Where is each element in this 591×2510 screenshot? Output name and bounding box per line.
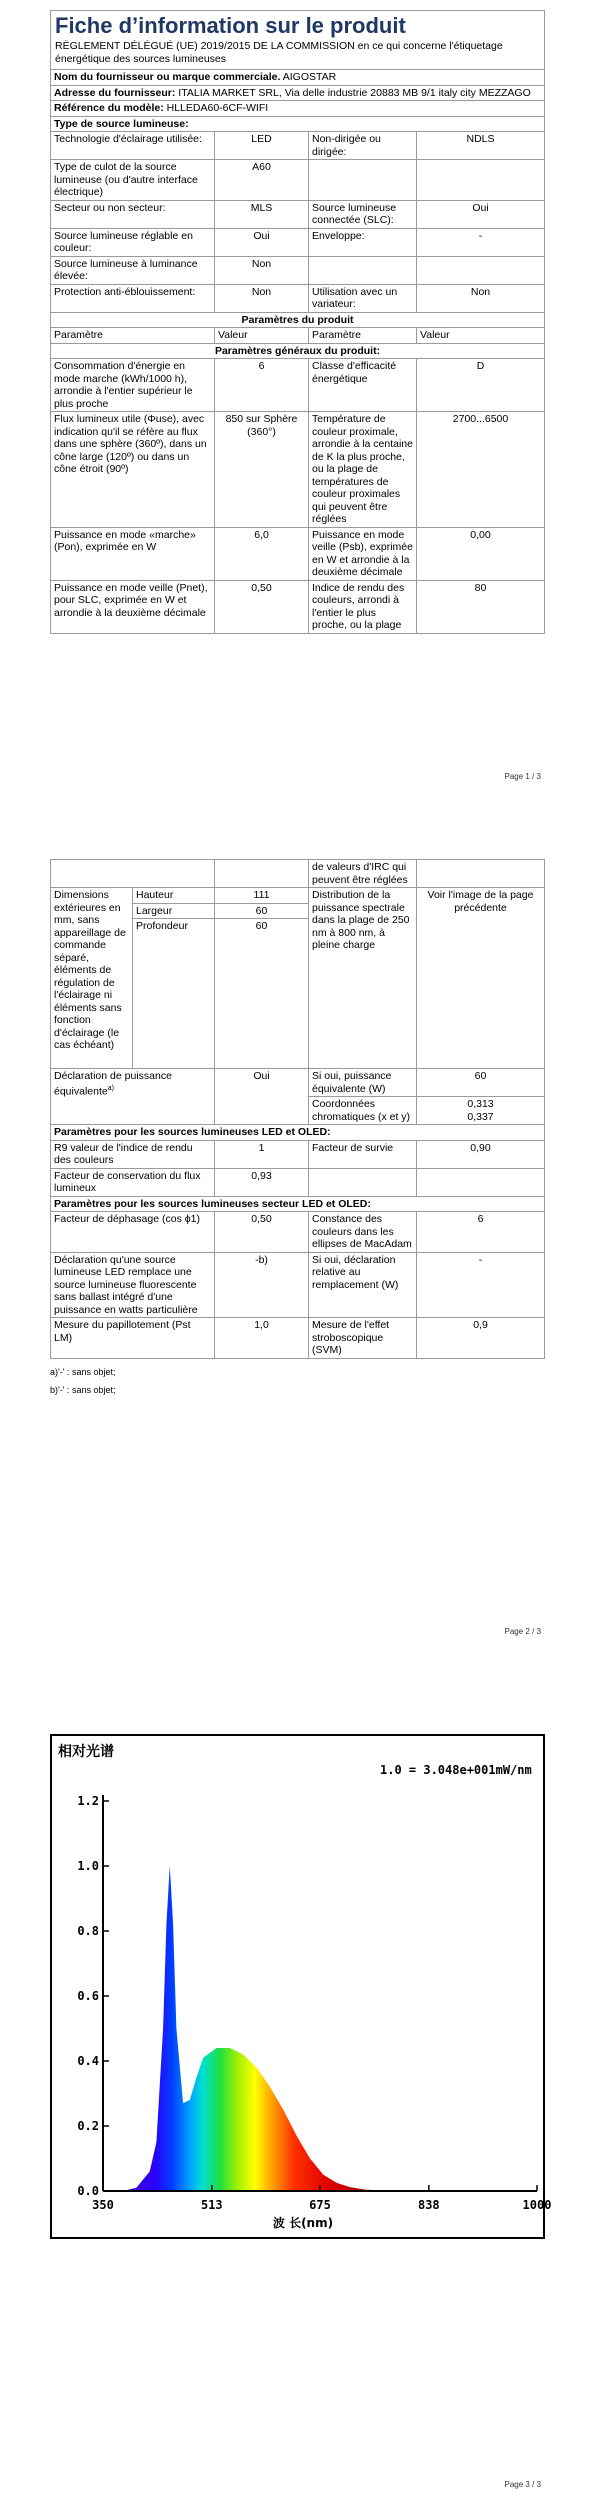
- cell-param: Utilisation avec un variateur:: [309, 284, 417, 312]
- cell-param: Facteur de déphasage (cos ϕ1): [51, 1212, 215, 1253]
- y-tick-label: 0.6: [77, 1989, 99, 2003]
- x-tick-label: 675: [309, 2198, 331, 2212]
- footnote: a)'-' : sans objet;: [50, 1366, 116, 1377]
- table-row: [51, 527, 545, 580]
- cell-value: 0,90: [417, 1140, 545, 1168]
- table-row: [51, 1252, 545, 1318]
- table-row: [51, 860, 545, 888]
- page-3: [0, 1670, 591, 2510]
- cell-value: Oui: [417, 200, 545, 228]
- cell-value: Oui: [215, 1069, 309, 1125]
- cell-param: Technologie d'éclairage utilisée:: [51, 132, 215, 160]
- x-tick-label: 513: [200, 2198, 223, 2212]
- cell-value: 60: [417, 1069, 545, 1097]
- column-header: Valeur: [417, 328, 545, 344]
- cell-value: 2700...6500: [417, 412, 545, 528]
- table-row: [51, 359, 545, 412]
- x-tick-label: 1000: [522, 2198, 552, 2212]
- table-row: [51, 412, 545, 528]
- sheet-2: [50, 859, 544, 1399]
- cell-value: -: [417, 1252, 545, 1318]
- cell-value: 80: [417, 580, 545, 633]
- product-info-table: [50, 10, 545, 634]
- cell-value: 0,50: [215, 580, 309, 633]
- page-title: Fiche d’information sur le produit: [55, 13, 406, 38]
- page-footer: Page 2 / 3: [504, 1627, 541, 1636]
- y-tick-label: 0.4: [77, 2054, 99, 2068]
- cell-param: Mesure du papillotement (Pst LM): [51, 1318, 215, 1359]
- cell-param: Constance des couleurs dans les ellipses de MacAdam: [309, 1212, 417, 1253]
- chart-annotation: 1.0 = 3.048e+001mW/nm: [380, 1763, 532, 1777]
- dimensions-row: [51, 888, 545, 904]
- table-row: [51, 580, 545, 633]
- table-row: [51, 160, 545, 201]
- page-footer: Page 1 / 3: [504, 772, 541, 781]
- cell-value: [417, 160, 545, 201]
- cell-value: 1,0: [215, 1318, 309, 1359]
- cell-value: Non: [215, 284, 309, 312]
- table-row: [51, 1318, 545, 1359]
- cell-param: Consommation d'énergie en mode marche (kWh/1000 h), arrondie à l'entier supérieur le plus proche: [51, 359, 215, 412]
- cell-value: -: [417, 228, 545, 256]
- cell-param: Puissance en mode veille (Pnet), pour SLC, exprimée en W et arrondie à la deuxième décimale: [51, 580, 215, 633]
- type-heading: Type de source lumineuse:: [51, 116, 545, 132]
- y-tick-label: 1.0: [77, 1859, 99, 1873]
- cell-param: Si oui, puissance équivalente (W): [309, 1069, 417, 1097]
- cell-value: LED: [215, 132, 309, 160]
- table-row: [51, 200, 545, 228]
- cell-value: 6: [215, 359, 309, 412]
- cell-param: Source lumineuse réglable en couleur:: [51, 228, 215, 256]
- x-tick-label: 350: [92, 2198, 114, 2212]
- cell-param: Déclaration qu'une source lumineuse LED remplace une source lumineuse fluorescente sans ballast intégré d'une puissance en watts particulière: [51, 1252, 215, 1318]
- cell-empty: [51, 860, 215, 888]
- table-row: [51, 1212, 545, 1253]
- spectral-label: Distribution de la puissance spectrale dans la plage de 250 nm à 800 nm, à pleine charge: [309, 888, 417, 1069]
- footnotes: [50, 1363, 544, 1399]
- chart-title: 相对光谱: [58, 1744, 114, 1760]
- table-row: [51, 256, 545, 284]
- cell-param: [309, 160, 417, 201]
- cell-param: Source lumineuse à luminance élevée:: [51, 256, 215, 284]
- table-row: [51, 284, 545, 312]
- cell-param: Enveloppe:: [309, 228, 417, 256]
- dim-value: 60: [215, 919, 309, 1069]
- chroma-value-cell: [417, 1097, 545, 1125]
- regulation-text: RÈGLEMENT DÉLÉGUÉ (UE) 2019/2015 DE LA COMMISSION en ce qui concerne l'étiquetage énergétique des sources lumineuses: [55, 40, 503, 65]
- page-2: [0, 795, 591, 1670]
- cell-value: 1: [215, 1140, 309, 1168]
- cell-param: Facteur de conservation du flux lumineux: [51, 1168, 215, 1196]
- cell-value: 850 sur Sphère (360°): [215, 412, 309, 528]
- supplier-address-label: Adresse du fournisseur:: [54, 86, 176, 99]
- chroma-x: 0,313: [467, 1098, 494, 1110]
- cell-param: [309, 1168, 417, 1196]
- dim-name: Largeur: [133, 903, 215, 919]
- supplier-name-value: AIGOSTAR: [282, 71, 337, 83]
- cell-param: Température de couleur proximale, arrondie à la centaine de K la plus proche, ou la plage de températures de couleur proximales qui peuvent être réglées: [309, 412, 417, 528]
- cell-param: Indice de rendu des couleurs, arrondi à l'entier le plus proche, ou la plage: [309, 580, 417, 633]
- cell-param: Flux lumineux utile (Φuse), avec indication qu'il se réfère au flux dans une sphère (360º), dans un cône large (120º) ou dans un cône étroit (90º): [51, 412, 215, 528]
- supplier-address-row: [51, 85, 545, 101]
- cell-value: -b): [215, 1252, 309, 1318]
- cell-value: 6,0: [215, 527, 309, 580]
- supplier-name-row: [51, 70, 545, 86]
- params-heading: Paramètres du produit: [51, 312, 545, 328]
- general-params-heading: Paramètres généraux du produit:: [51, 343, 545, 359]
- cell-value: Non: [215, 256, 309, 284]
- cell-param: Puissance en mode veille (Psb), exprimée en W et arrondie à la deuxième décimale: [309, 527, 417, 580]
- y-tick-label: 0.0: [77, 2184, 99, 2198]
- y-tick-label: 1.2: [77, 1794, 99, 1808]
- sheet-1: [50, 10, 544, 634]
- footnote-ref: a): [107, 1084, 114, 1092]
- cell-param: Type de culot de la source lumineuse (ou d'autre interface électrique): [51, 160, 215, 201]
- y-tick-label: 0.2: [77, 2119, 99, 2133]
- cell-param: Facteur de survie: [309, 1140, 417, 1168]
- equiv-label: Déclaration de puissance équivalente: [54, 1070, 172, 1097]
- mains-heading: Paramètres pour les sources lumineuses secteur LED et OLED:: [51, 1196, 545, 1212]
- column-header: Paramètre: [51, 328, 215, 344]
- dim-name: Hauteur: [133, 888, 215, 904]
- dim-value: 111: [215, 888, 309, 904]
- cell-value: 0,9: [417, 1318, 545, 1359]
- footnote: b)'-' : sans objet;: [50, 1384, 116, 1395]
- cell-param: [309, 256, 417, 284]
- table-row: [51, 1140, 545, 1168]
- cell-value: Non: [417, 284, 545, 312]
- page-1: [0, 0, 591, 795]
- table-row: [51, 132, 545, 160]
- dim-value: 60: [215, 903, 309, 919]
- table-row: [51, 228, 545, 256]
- cell-value: A60: [215, 160, 309, 201]
- dimensions-label: Dimensions extérieures en mm, sans appareillage de commande séparé, éléments de régulation de l'éclairage ni éléments sans fonction d'éclairage (le cas échéant): [51, 888, 133, 1069]
- cell-param: Mesure de l'effet stroboscopique (SVM): [309, 1318, 417, 1359]
- cell-param: Si oui, déclaration relative au remplacement (W): [309, 1252, 417, 1318]
- supplier-address-value: ITALIA MARKET SRL, Via delle industrie 20883 MB 9/1 italy city MEZZAGO: [178, 86, 531, 99]
- cell-value: 0,00: [417, 527, 545, 580]
- cell-empty: [417, 860, 545, 888]
- dim-name: Profondeur: [133, 919, 215, 1069]
- cell-param: Puissance en mode «marche» (Pon), exprimée en W: [51, 527, 215, 580]
- cell-param: Classe d'efficacité énergétique: [309, 359, 417, 412]
- cell-value: Oui: [215, 228, 309, 256]
- spectrum-chart: [50, 1734, 552, 2239]
- cell-param: Coordonnées chromatiques (x et y): [309, 1097, 417, 1125]
- y-tick-label: 0.8: [77, 1924, 99, 1938]
- cell-value: 0,50: [215, 1212, 309, 1253]
- cell-param: R9 valeur de l'indice de rendu des couleurs: [51, 1140, 215, 1168]
- model-value: HLLEDA60-6CF-WIFI: [166, 102, 269, 114]
- cell-value: MLS: [215, 200, 309, 228]
- cell-value: 6: [417, 1212, 545, 1253]
- product-params-table-cont: [50, 859, 545, 1359]
- table-row: [51, 1069, 545, 1097]
- led-heading: Paramètres pour les sources lumineuses LED et OLED:: [51, 1125, 545, 1141]
- cell-param: Source lumineuse connectée (SLC):: [309, 200, 417, 228]
- x-tick-label: 838: [417, 2198, 440, 2212]
- table-row: [51, 1168, 545, 1196]
- cell-param: de valeurs d'IRC qui peuvent être réglées: [309, 860, 417, 888]
- supplier-name-label: Nom du fournisseur ou marque commerciale.: [54, 71, 281, 83]
- cell-param: Non-dirigée ou dirigée:: [309, 132, 417, 160]
- cell-value: 0,93: [215, 1168, 309, 1196]
- model-row: [51, 101, 545, 117]
- cell-value: [417, 256, 545, 284]
- column-header: Paramètre: [309, 328, 417, 344]
- page-footer: Page 3 / 3: [504, 2480, 541, 2489]
- cell-param: Secteur ou non secteur:: [51, 200, 215, 228]
- model-label: Référence du modèle:: [54, 102, 164, 114]
- cell-value: D: [417, 359, 545, 412]
- chroma-y: 0,337: [467, 1110, 494, 1123]
- x-axis-label: 波 长(nm): [272, 2216, 334, 2230]
- column-header-row: [51, 328, 545, 344]
- cell-value: [417, 1168, 545, 1196]
- spectral-value: Voir l'image de la page précédente: [417, 888, 545, 1069]
- column-header: Valeur: [215, 328, 309, 344]
- equiv-label-cell: [51, 1069, 215, 1125]
- cell-param: Protection anti-éblouissement:: [51, 284, 215, 312]
- cell-empty: [215, 860, 309, 888]
- cell-value: NDLS: [417, 132, 545, 160]
